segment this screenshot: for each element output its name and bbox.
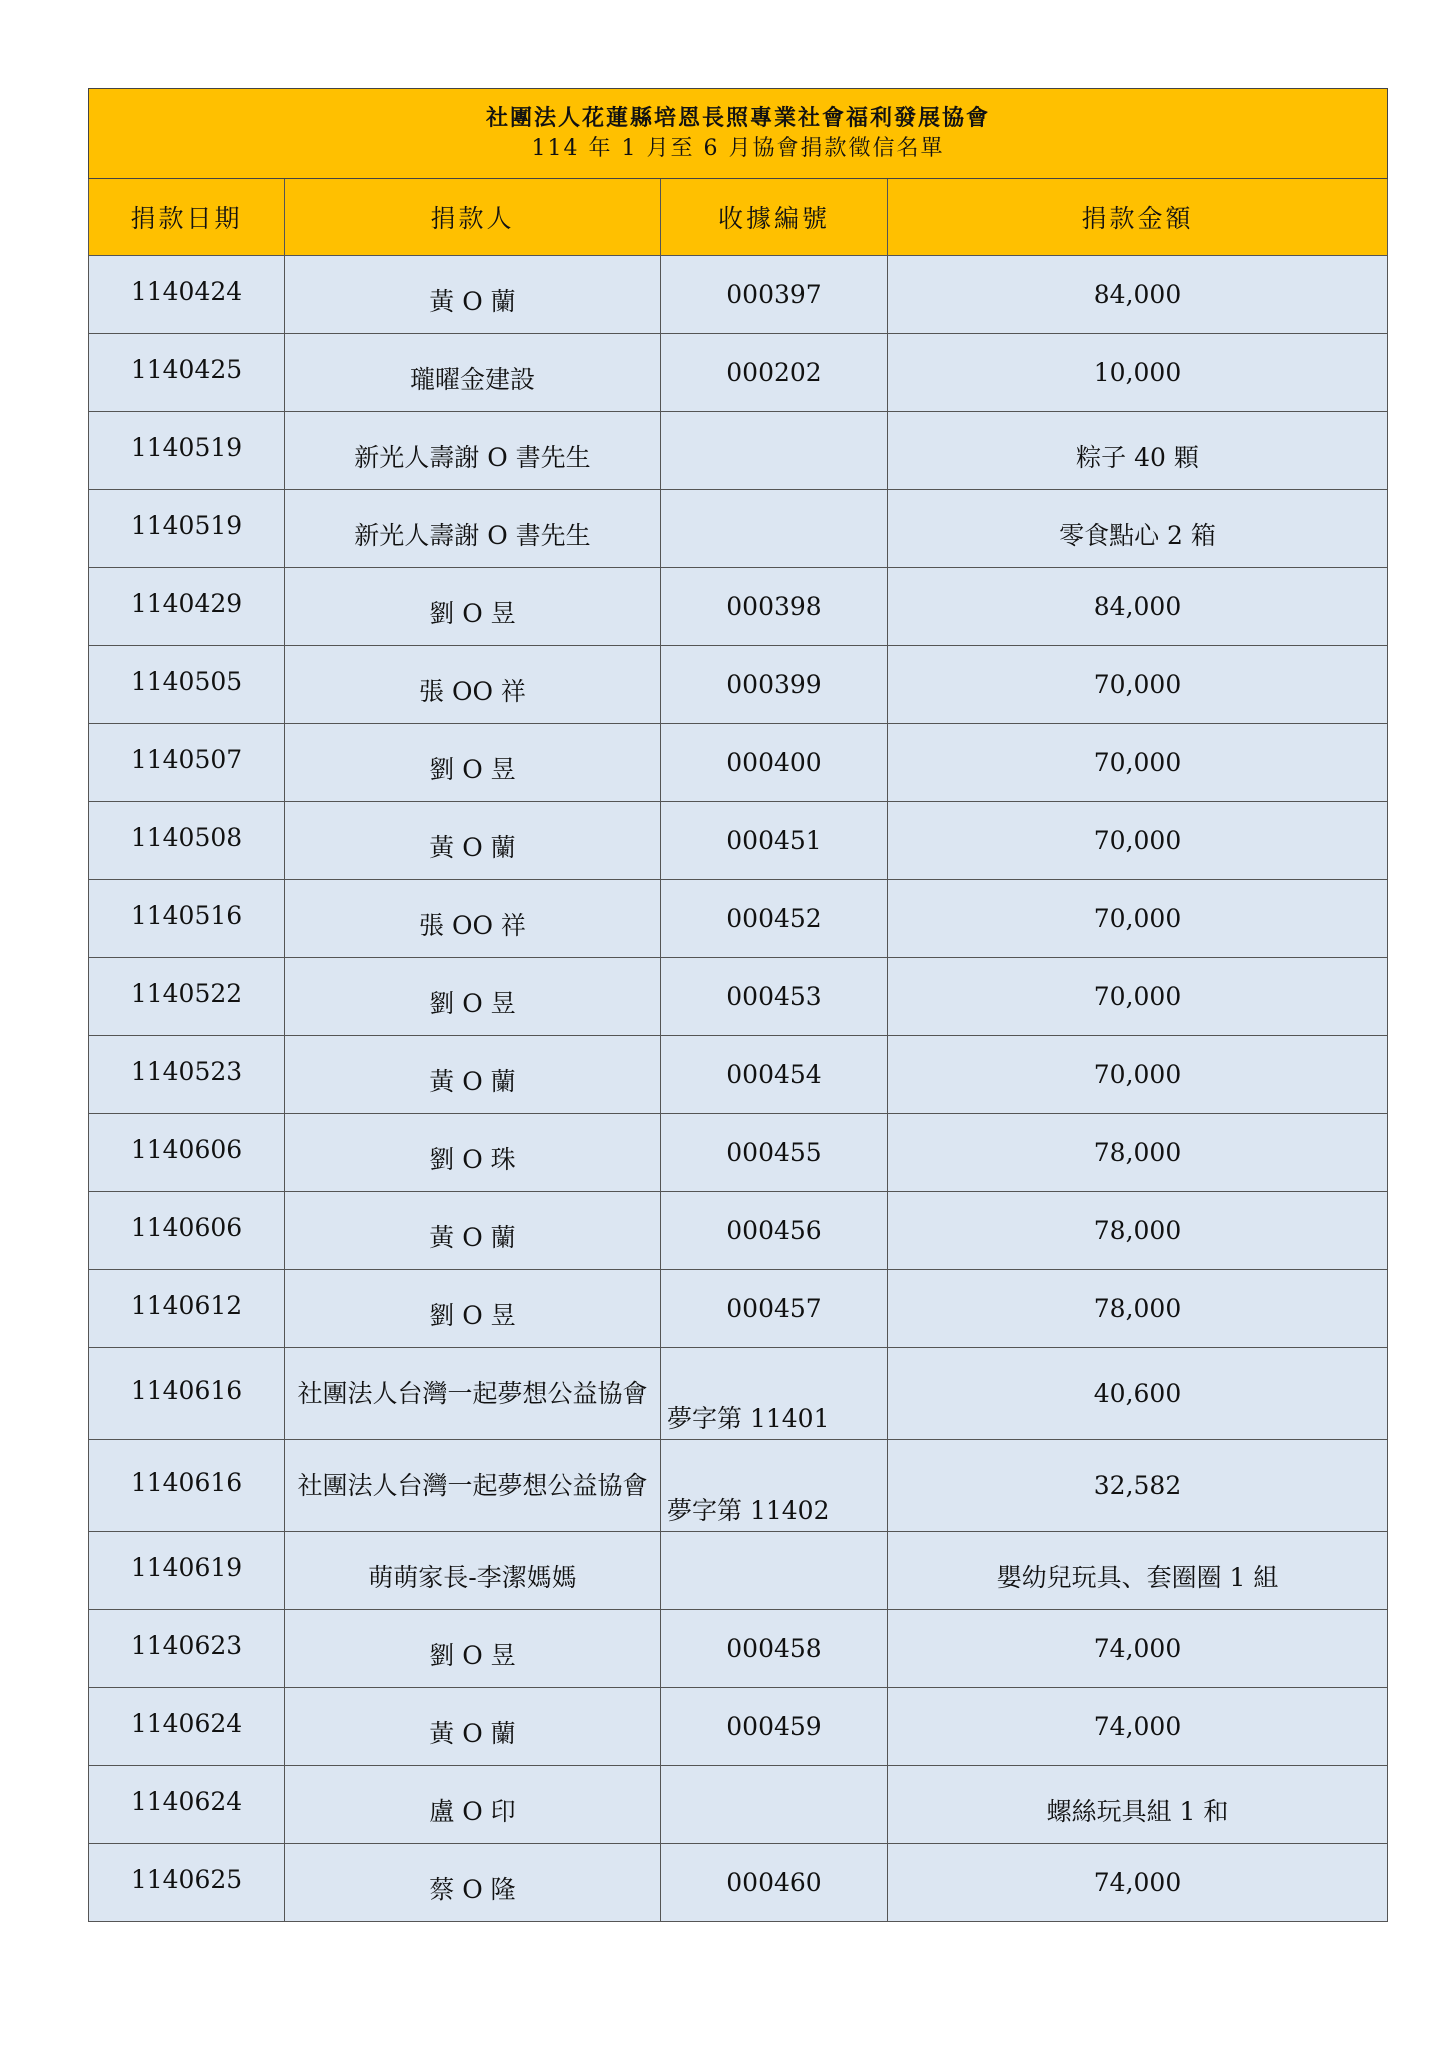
- table-row: [89, 1610, 1388, 1688]
- receipt-cell: [661, 802, 888, 880]
- amount-cell: [888, 1036, 1388, 1114]
- donor-value: 新光人壽謝 O 書先生: [354, 520, 591, 550]
- donor-value: 劉 O 昱: [429, 988, 516, 1018]
- receipt-cell: [661, 646, 888, 724]
- date-value: 1140606: [130, 1135, 243, 1164]
- receipt-value: 000202: [726, 358, 822, 387]
- table-row: [89, 1114, 1388, 1192]
- amount-value: 84,000: [1093, 592, 1182, 621]
- report-subtitle: 114 年 1 月至 6 月協會捐款徵信名單: [531, 135, 945, 161]
- amount-value: 70,000: [1093, 670, 1182, 699]
- amount-value: 78,000: [1093, 1216, 1182, 1245]
- date-cell: [89, 958, 285, 1036]
- donor-value: 黃 O 蘭: [429, 1222, 516, 1252]
- amount-value: 74,000: [1093, 1868, 1182, 1897]
- amount-value: 74,000: [1093, 1712, 1182, 1741]
- donor-value: 劉 O 珠: [429, 1144, 516, 1174]
- receipt-cell: [661, 1192, 888, 1270]
- table-row: [89, 256, 1388, 334]
- amount-value: 70,000: [1093, 748, 1182, 777]
- amount-cell: [888, 646, 1388, 724]
- amount-cell: [888, 412, 1388, 490]
- date-value: 1140612: [130, 1291, 243, 1320]
- table-row: [89, 1348, 1388, 1440]
- donor-value: 劉 O 昱: [429, 1640, 516, 1670]
- date-value: 1140507: [130, 745, 243, 774]
- donor-cell: [285, 1270, 661, 1348]
- donor-cell: [285, 1844, 661, 1922]
- table-row: [89, 1532, 1388, 1610]
- column-header-donor: 捐款人: [285, 179, 661, 256]
- amount-cell: [888, 1348, 1388, 1440]
- donor-value: 社團法人台灣一起夢想公益協會: [297, 1470, 648, 1500]
- donation-list-sheet: [88, 88, 1387, 1922]
- receipt-value: 000457: [726, 1294, 822, 1323]
- date-value: 1140624: [130, 1709, 243, 1738]
- date-value: 1140522: [130, 979, 243, 1008]
- receipt-cell: [661, 1610, 888, 1688]
- date-cell: [89, 334, 285, 412]
- receipt-value: 000452: [726, 904, 822, 933]
- date-cell: [89, 1114, 285, 1192]
- table-row: [89, 568, 1388, 646]
- amount-value: 74,000: [1093, 1634, 1182, 1663]
- table-row: [89, 724, 1388, 802]
- table-row: [89, 958, 1388, 1036]
- amount-cell: [888, 1192, 1388, 1270]
- donor-value: 黃 O 蘭: [429, 1066, 516, 1096]
- amount-value: 32,582: [1093, 1471, 1182, 1500]
- donor-cell: [285, 1532, 661, 1610]
- receipt-value: 000399: [726, 670, 822, 699]
- donor-cell: [285, 568, 661, 646]
- date-cell: [89, 490, 285, 568]
- amount-cell: [888, 802, 1388, 880]
- table-row: [89, 1688, 1388, 1766]
- donor-value: 劉 O 昱: [429, 1300, 516, 1330]
- amount-value: 10,000: [1093, 358, 1182, 387]
- table-row: [89, 1192, 1388, 1270]
- donor-cell: [285, 490, 661, 568]
- donor-value: 張 OO 祥: [419, 910, 526, 940]
- amount-cell: [888, 256, 1388, 334]
- receipt-cell: [661, 1766, 888, 1844]
- donor-value: 黃 O 蘭: [429, 832, 516, 862]
- donor-cell: [285, 256, 661, 334]
- receipt-cell: [661, 256, 888, 334]
- donor-value: 劉 O 昱: [429, 598, 516, 628]
- receipt-cell: [661, 412, 888, 490]
- date-cell: [89, 1440, 285, 1532]
- receipt-value: 000460: [726, 1868, 822, 1897]
- donor-cell: [285, 1114, 661, 1192]
- receipt-cell: [661, 1688, 888, 1766]
- receipt-value: 000398: [726, 592, 822, 621]
- table-row: [89, 802, 1388, 880]
- donor-cell: [285, 1610, 661, 1688]
- amount-cell: [888, 1270, 1388, 1348]
- donor-cell: [285, 1192, 661, 1270]
- amount-cell: [888, 880, 1388, 958]
- date-cell: [89, 646, 285, 724]
- amount-value: 78,000: [1093, 1294, 1182, 1323]
- donor-cell: [285, 1766, 661, 1844]
- date-cell: [89, 802, 285, 880]
- date-value: 1140523: [130, 1057, 243, 1086]
- donor-value: 萌萌家長-李潔媽媽: [368, 1562, 577, 1592]
- amount-value: 70,000: [1093, 982, 1182, 1011]
- table-row: [89, 1766, 1388, 1844]
- receipt-value: 000456: [726, 1216, 822, 1245]
- receipt-value: 夢字第 11402: [667, 1496, 830, 1525]
- receipt-value: 000454: [726, 1060, 822, 1089]
- table-row: [89, 412, 1388, 490]
- donation-rows: [89, 256, 1388, 1922]
- date-value: 1140623: [130, 1631, 243, 1660]
- receipt-cell: [661, 1114, 888, 1192]
- receipt-cell: [661, 334, 888, 412]
- table-row: [89, 646, 1388, 724]
- amount-value: 嬰幼兒玩具、套圈圈 1 組: [996, 1562, 1279, 1592]
- date-value: 1140624: [130, 1787, 243, 1816]
- column-header-receipt: 收據編號: [661, 179, 888, 256]
- date-value: 1140519: [130, 433, 243, 462]
- date-value: 1140425: [130, 355, 243, 384]
- receipt-value: 000397: [726, 280, 822, 309]
- donor-cell: [285, 724, 661, 802]
- donor-cell: [285, 646, 661, 724]
- date-cell: [89, 1192, 285, 1270]
- table-row: [89, 1036, 1388, 1114]
- amount-cell: [888, 1844, 1388, 1922]
- date-value: 1140619: [130, 1553, 243, 1582]
- table-row: [89, 1440, 1388, 1532]
- amount-cell: [888, 1688, 1388, 1766]
- donor-value: 劉 O 昱: [429, 754, 516, 784]
- donor-cell: [285, 334, 661, 412]
- donor-value: 張 OO 祥: [419, 676, 526, 706]
- date-cell: [89, 1270, 285, 1348]
- date-cell: [89, 256, 285, 334]
- date-cell: [89, 1532, 285, 1610]
- date-value: 1140616: [130, 1468, 243, 1497]
- donor-value: 新光人壽謝 O 書先生: [354, 442, 591, 472]
- date-value: 1140625: [130, 1865, 243, 1894]
- donor-value: 盧 O 印: [429, 1796, 516, 1826]
- date-value: 1140424: [130, 277, 243, 306]
- table-row: [89, 1844, 1388, 1922]
- amount-cell: [888, 1610, 1388, 1688]
- table-row: [89, 1270, 1388, 1348]
- date-cell: [89, 1688, 285, 1766]
- receipt-value: 000400: [726, 748, 822, 777]
- amount-cell: [888, 1766, 1388, 1844]
- receipt-cell: [661, 568, 888, 646]
- title-cell: [89, 89, 1388, 179]
- table-row: [89, 490, 1388, 568]
- date-value: 1140606: [130, 1213, 243, 1242]
- amount-value: 40,600: [1093, 1379, 1182, 1408]
- date-cell: [89, 568, 285, 646]
- receipt-cell: [661, 1532, 888, 1610]
- receipt-cell: [661, 1036, 888, 1114]
- receipt-value: 夢字第 11401: [667, 1404, 830, 1433]
- table-row: [89, 334, 1388, 412]
- amount-value: 78,000: [1093, 1138, 1182, 1167]
- receipt-cell: [661, 724, 888, 802]
- donor-cell: [285, 1348, 661, 1440]
- receipt-cell: [661, 1844, 888, 1922]
- donor-cell: [285, 412, 661, 490]
- receipt-cell: [661, 880, 888, 958]
- amount-cell: [888, 1532, 1388, 1610]
- column-header-date: 捐款日期: [89, 179, 285, 256]
- receipt-cell: [661, 1440, 888, 1532]
- column-header-row: [89, 179, 1388, 256]
- receipt-value: 000459: [726, 1712, 822, 1741]
- receipt-value: 000455: [726, 1138, 822, 1167]
- date-cell: [89, 1348, 285, 1440]
- receipt-cell: [661, 1348, 888, 1440]
- donor-value: 社團法人台灣一起夢想公益協會: [297, 1378, 648, 1408]
- donor-value: 瓏曜金建設: [409, 364, 535, 394]
- table-row: [89, 880, 1388, 958]
- date-cell: [89, 1766, 285, 1844]
- donor-cell: [285, 958, 661, 1036]
- amount-value: 70,000: [1093, 904, 1182, 933]
- receipt-cell: [661, 490, 888, 568]
- donor-cell: [285, 880, 661, 958]
- amount-cell: [888, 334, 1388, 412]
- date-cell: [89, 412, 285, 490]
- date-value: 1140429: [130, 589, 243, 618]
- amount-cell: [888, 1440, 1388, 1532]
- amount-cell: [888, 958, 1388, 1036]
- column-header-amount: 捐款金額: [888, 179, 1388, 256]
- amount-value: 70,000: [1093, 826, 1182, 855]
- receipt-value: 000453: [726, 982, 822, 1011]
- amount-value: 螺絲玩具組 1 和: [1046, 1796, 1229, 1826]
- date-value: 1140519: [130, 511, 243, 540]
- date-cell: [89, 1610, 285, 1688]
- receipt-cell: [661, 1270, 888, 1348]
- donor-cell: [285, 1036, 661, 1114]
- date-value: 1140616: [130, 1376, 243, 1405]
- date-cell: [89, 1844, 285, 1922]
- amount-cell: [888, 568, 1388, 646]
- amount-cell: [888, 724, 1388, 802]
- title-row: [89, 89, 1388, 179]
- date-cell: [89, 880, 285, 958]
- date-cell: [89, 1036, 285, 1114]
- amount-value: 零食點心 2 箱: [1059, 520, 1216, 550]
- donor-value: 黃 O 蘭: [429, 286, 516, 316]
- receipt-cell: [661, 958, 888, 1036]
- amount-value: 粽子 40 顆: [1076, 442, 1199, 472]
- date-value: 1140505: [130, 667, 243, 696]
- donor-cell: [285, 1688, 661, 1766]
- donor-cell: [285, 802, 661, 880]
- donation-table: [88, 88, 1388, 1922]
- donor-value: 黃 O 蘭: [429, 1718, 516, 1748]
- receipt-value: 000458: [726, 1634, 822, 1663]
- date-value: 1140516: [130, 901, 243, 930]
- amount-cell: [888, 1114, 1388, 1192]
- organization-title: 社團法人花蓮縣培恩長照專業社會福利發展協會: [486, 104, 991, 131]
- amount-cell: [888, 490, 1388, 568]
- receipt-value: 000451: [726, 826, 822, 855]
- amount-value: 84,000: [1093, 280, 1182, 309]
- date-cell: [89, 724, 285, 802]
- date-value: 1140508: [130, 823, 243, 852]
- amount-value: 70,000: [1093, 1060, 1182, 1089]
- donor-cell: [285, 1440, 661, 1532]
- donor-value: 蔡 O 隆: [429, 1874, 516, 1904]
